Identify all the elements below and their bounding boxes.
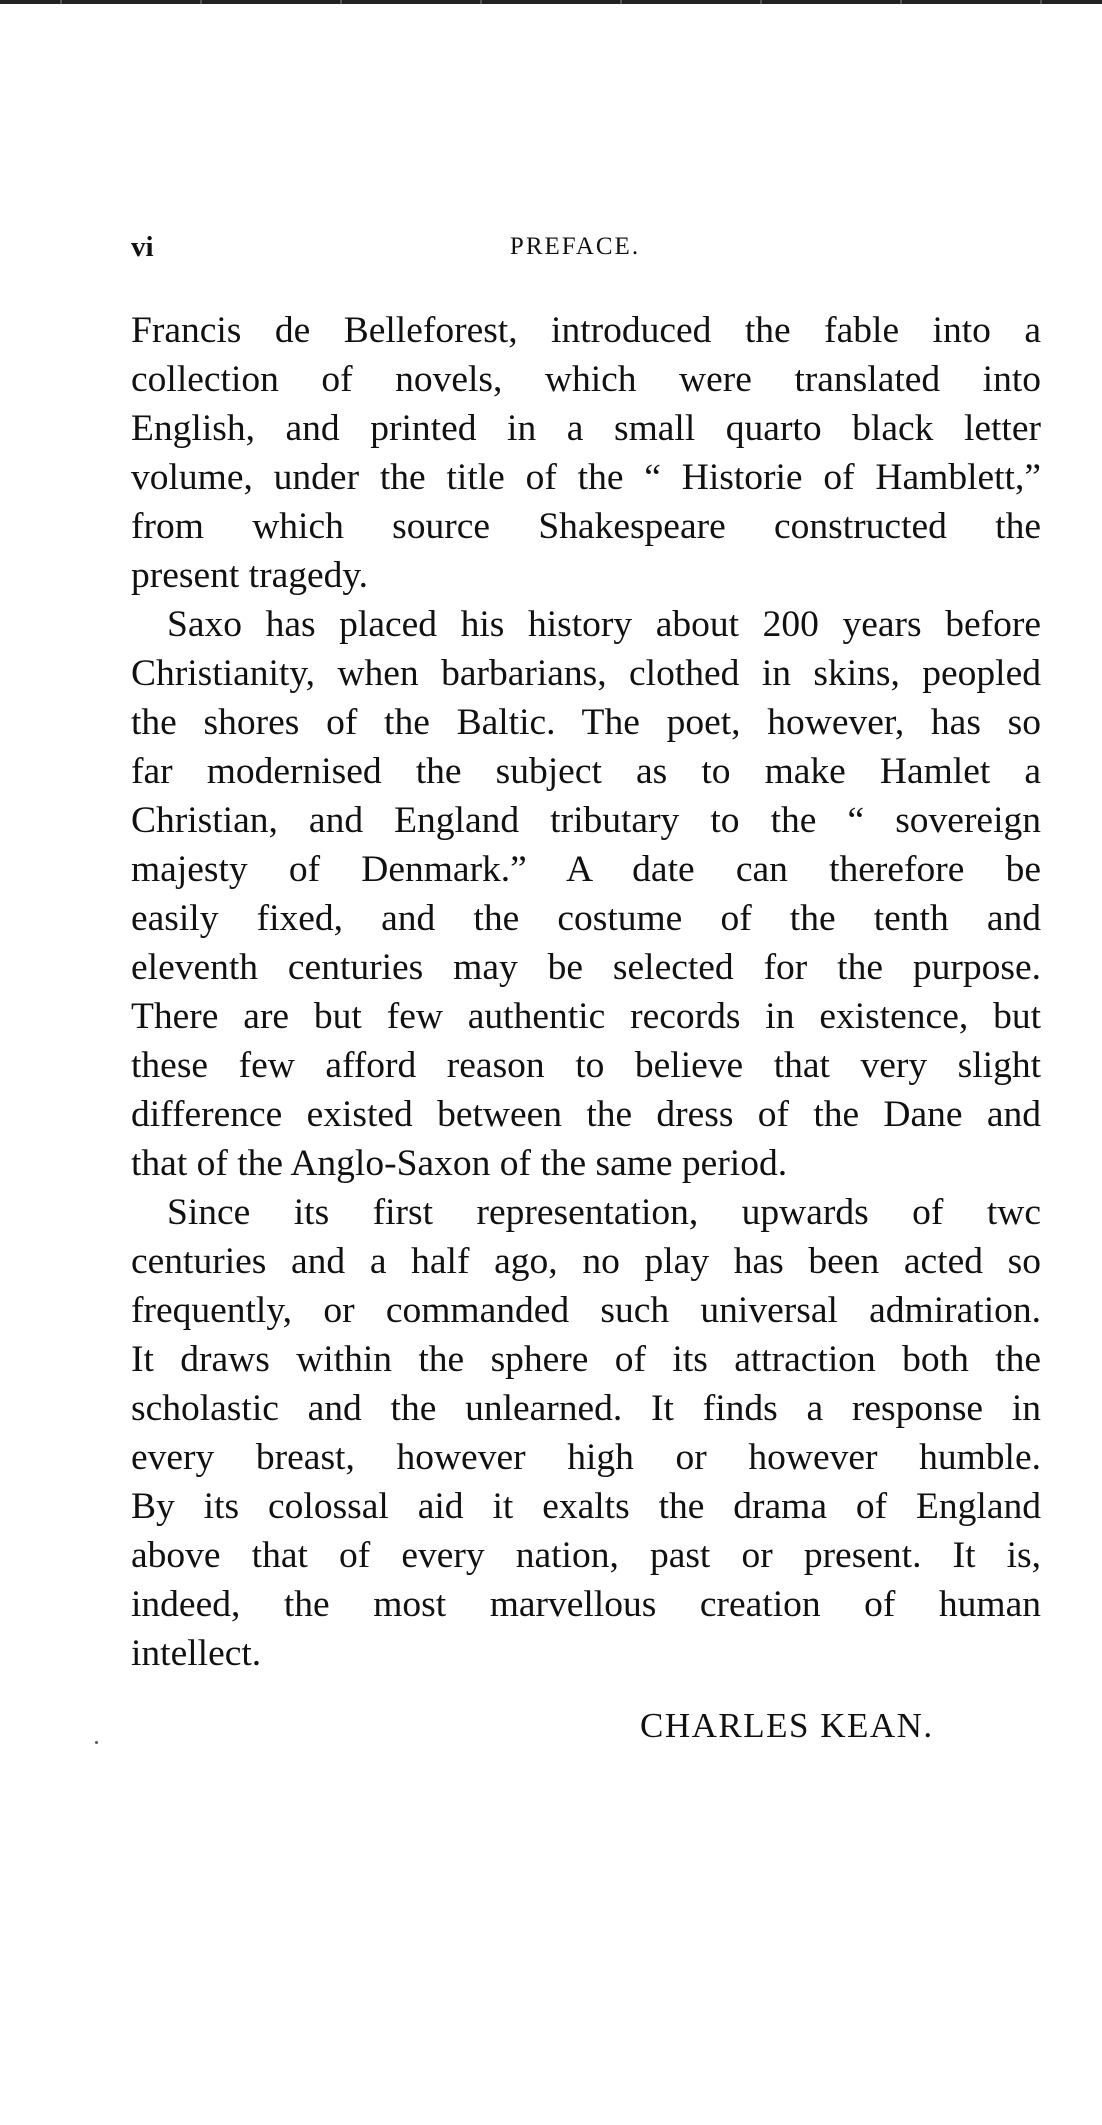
text-line: indeed, the most marvellous creation of human: [131, 1584, 1041, 1625]
page-number: vi: [131, 231, 154, 263]
text-line: these few afford reason to believe that very slight: [131, 1045, 1041, 1086]
text-line: volume, under the title of the “ Historie of Hamblett,”: [131, 457, 1041, 498]
text-line: collection of novels, which were translated into: [131, 359, 1041, 400]
text-line: Saxo has placed his history about 200 years before: [167, 604, 1041, 645]
preface-body: [131, 306, 1041, 1678]
text-line: the shores of the Baltic. The poet, however, has so: [131, 702, 1041, 743]
text-line: intellect.: [131, 1633, 262, 1674]
signature: CHARLES KEAN.: [640, 1706, 934, 1745]
text-line: frequently, or commanded such universal admiration.: [131, 1290, 1041, 1331]
text-line: eleventh centuries may be selected for the purpose.: [131, 947, 1041, 988]
paragraph-1: [131, 306, 1041, 600]
text-line: Christianity, when barbarians, clothed in skins, peopled: [131, 653, 1041, 694]
text-line: Since its first representation, upwards of twc: [167, 1192, 1041, 1233]
text-line: from which source Shakespeare constructed the: [131, 506, 1041, 547]
paragraph-3: [131, 1188, 1041, 1678]
text-line: difference existed between the dress of the Dane and: [131, 1094, 1041, 1135]
text-line: that of the Anglo-Saxon of the same period.: [131, 1143, 788, 1184]
ink-speck: [95, 1741, 98, 1744]
text-line: above that of every nation, past or present. It is,: [131, 1535, 1041, 1576]
text-line: present tragedy.: [131, 555, 369, 596]
text-line: majesty of Denmark.” A date can therefore be: [131, 849, 1041, 890]
text-line: far modernised the subject as to make Hamlet a: [131, 751, 1041, 792]
text-line: It draws within the sphere of its attraction both the: [131, 1339, 1041, 1380]
paragraph-2: [131, 600, 1041, 1188]
text-line: scholastic and the unlearned. It finds a response in: [131, 1388, 1041, 1429]
text-line: easily fixed, and the costume of the tenth and: [131, 898, 1041, 939]
running-head: [0, 231, 1102, 271]
top-edge-rule: [0, 0, 1102, 4]
text-line: By its colossal aid it exalts the drama of England: [131, 1486, 1041, 1527]
running-title: PREFACE.: [509, 233, 641, 260]
text-line: Christian, and England tributary to the “ sovereign: [131, 800, 1041, 841]
text-line: English, and printed in a small quarto black letter: [131, 408, 1041, 449]
text-line: centuries and a half ago, no play has been acted so: [131, 1241, 1041, 1282]
text-line: There are but few authentic records in existence, but: [131, 996, 1041, 1037]
text-line: every breast, however high or however humble.: [131, 1437, 1041, 1478]
text-line: Francis de Belleforest, introduced the fable into a: [131, 310, 1041, 351]
